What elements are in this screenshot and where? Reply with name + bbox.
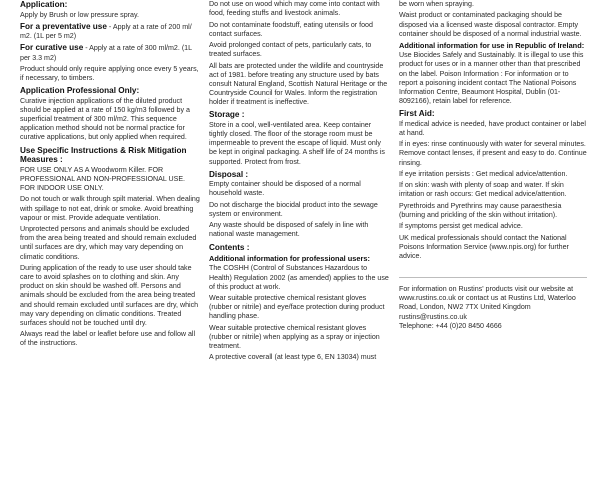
curative-use: [20, 43, 200, 62]
continued-paragraph: be worn when spraying.: [399, 0, 474, 8]
professional-heading: Application Professional Only:: [20, 86, 140, 96]
disposal-paragraph: Do not discharge the biocidal product into the sewage system or environment.: [209, 200, 378, 218]
professional-users-paragraph: Wear suitable protective chemical resistant gloves (rubber or nitrile) when applying as a spray or injection treatment.: [209, 323, 380, 350]
restrictions-paragraph: Always read the label or leaflet before use and follow all of the instructions.: [20, 330, 196, 348]
curative-text: - Apply at a rate of 300 ml/m2. (1L per 3.3 m2): [20, 44, 192, 62]
precaution-paragraph: Do not use on wood which may come into contact with food, feeding stuffs and livestock animals.: [209, 0, 380, 18]
precaution-paragraph: All bats are protected under the wildlife and countryside act of 1981. before treating any structure used by bats consult Natural England, Scottish Natural Heritage or the Countryside Council for Wales. Inform the registration holder if treatment is ineffective.: [209, 61, 388, 107]
contact-block: [399, 285, 587, 331]
waste-paragraph: Waist product or contaminated packaging should be disposed via a licensed waste disposal contractor. Empty container should be disposed of a normal industrial waste.: [399, 11, 582, 38]
application-text: Apply by Brush or low pressure spray.: [20, 10, 139, 19]
professional-users-paragraph: Wear suitable protective chemical resistant gloves (rubber or nitrile) and eye/face protection during product handling phase.: [209, 294, 385, 321]
first-aid-paragraph: If medical advice is needed, have product container or label at hand.: [399, 119, 586, 137]
first-aid-paragraph: If eye irritation persists : Get medical advice/attention.: [399, 169, 568, 178]
restrictions-heading: Use Specific Instructions & Risk Mitigation Measures :: [20, 145, 187, 165]
ireland-heading: Additional information for use in Republic of Ireland:: [399, 41, 585, 50]
disposal-heading: Disposal :: [209, 169, 249, 179]
application-heading: Application:: [20, 0, 68, 9]
disposal-paragraph: Empty container should be disposed of a normal household waste.: [209, 180, 361, 198]
first-aid-paragraph: If on skin: wash with plenty of soap and water. If skin irritation or rash occurs: Get medical advice/attention.: [399, 181, 567, 199]
disposal-paragraph: Any waste should be disposed of safely in line with national waste management.: [209, 221, 369, 239]
first-aid-paragraph: If symptoms persist get medical advice.: [399, 222, 523, 231]
restrictions-paragraph: During application of the ready to use user should take care to avoid splashes on to clothing and skin. Any product on skin should be washed off. Persons and animals should be excluded from the area being treated and should remain excluded until surfaces are dry, which may vary depending on climatic conditions. Treated surfaces should not be touched until dry.: [20, 263, 199, 327]
contents-heading: Contents :: [209, 242, 250, 252]
first-aid-heading: First Aid:: [399, 109, 435, 119]
first-aid-paragraph: Pyrethroids and Pyrethrins may cause paraesthesia (burning and prickling of the skin without irritation).: [399, 201, 562, 219]
professional-users-heading: Additional information for professional users:: [209, 254, 370, 264]
preventative-use: [20, 22, 200, 41]
ireland-text: Use Biocides Safely and Sustainably. It is illegal to use this product for uses or in a manner other than that prescribed on the label. Poison Information : For information or to report a poisoning incident contact The National Poisons Information Centre, Beaumont Hospital, Dublin (01-8092166), retain label for reference.: [399, 51, 584, 105]
column-storage-disposal: [209, 0, 389, 365]
restrictions-paragraph: Unprotected persons and animals should be excluded from the area being treated and should remain excluded until surfaces are dry, which may vary depending on climatic conditions.: [20, 225, 197, 261]
professional-users-paragraph: A protective coverall (at least type 6, EN 13034) must: [209, 353, 377, 362]
reapply-text: Product should only require applying once every 5 years, if necessary, to timbers.: [20, 64, 199, 83]
storage-text: Store in a cool, well-ventilated area. Keep container tightly closed. The floor of the storage room must be impermeable to prevent the escape of liquid. Must only be kept in original packaging. A shelf life of 24 months is supported. Protect from frost.: [209, 120, 385, 166]
contact-address: For information on Rustins' products visit our website at www.rustins.co.uk or contact us at Rustins Ltd, Waterloo Road, London, NW2 7TX United Kingdom rustins@rustins.co.uk: [399, 285, 576, 321]
professional-text: Curative injection applications of the diluted product should be applied at a rate of 150 kg/m3 followed by a superficial treatment of 300 ml/m2. This sequence application method should not be normal practice for curative applications, but only applied when required.: [20, 96, 190, 142]
column-application: [20, 0, 200, 351]
precaution-paragraph: Do not contaminate foodstuff, eating utensils or food contact surfaces.: [209, 20, 373, 38]
preventative-text: - Apply at a rate of 200 ml/ m2. (1L per 5 m2): [20, 22, 192, 41]
storage-heading: Storage :: [209, 110, 245, 120]
precaution-paragraph: Avoid prolonged contact of pets, particularly cats, to treated surfaces.: [209, 41, 372, 59]
divider: [399, 277, 587, 278]
restrictions-paragraph: Do not touch or walk through spilt material. When dealing with spillage to not eat, drink or smoke. Avoid breathing vapour or mist. Provide adequate ventilation.: [20, 195, 200, 222]
contact-telephone: Telephone: +44 (0)20 8450 4666: [399, 321, 502, 330]
restrictions-paragraph: FOR USE ONLY AS A Woodworm Killer. FOR PROFESSIONAL AND NON-PROFESSIONAL USE. FOR INDOOR USE ONLY.: [20, 165, 186, 193]
column-first-aid: [399, 0, 587, 331]
preventative-lead: For a preventative use: [20, 21, 107, 31]
curative-lead: For curative use: [20, 43, 84, 53]
first-aid-paragraph: If in eyes: rinse continuously with water for several minutes. Remove contact lenses, if present and easy to do. Continue rinsing.: [399, 140, 587, 167]
professional-users-paragraph: The COSHH (Control of Substances Hazardous to Health) Regulation 2002 (as amended) applies to the use of this product at work.: [209, 264, 389, 291]
first-aid-paragraph: UK medical professionals should contact the National Poisons Information Service (www.npis.org) for further advice.: [399, 233, 569, 260]
